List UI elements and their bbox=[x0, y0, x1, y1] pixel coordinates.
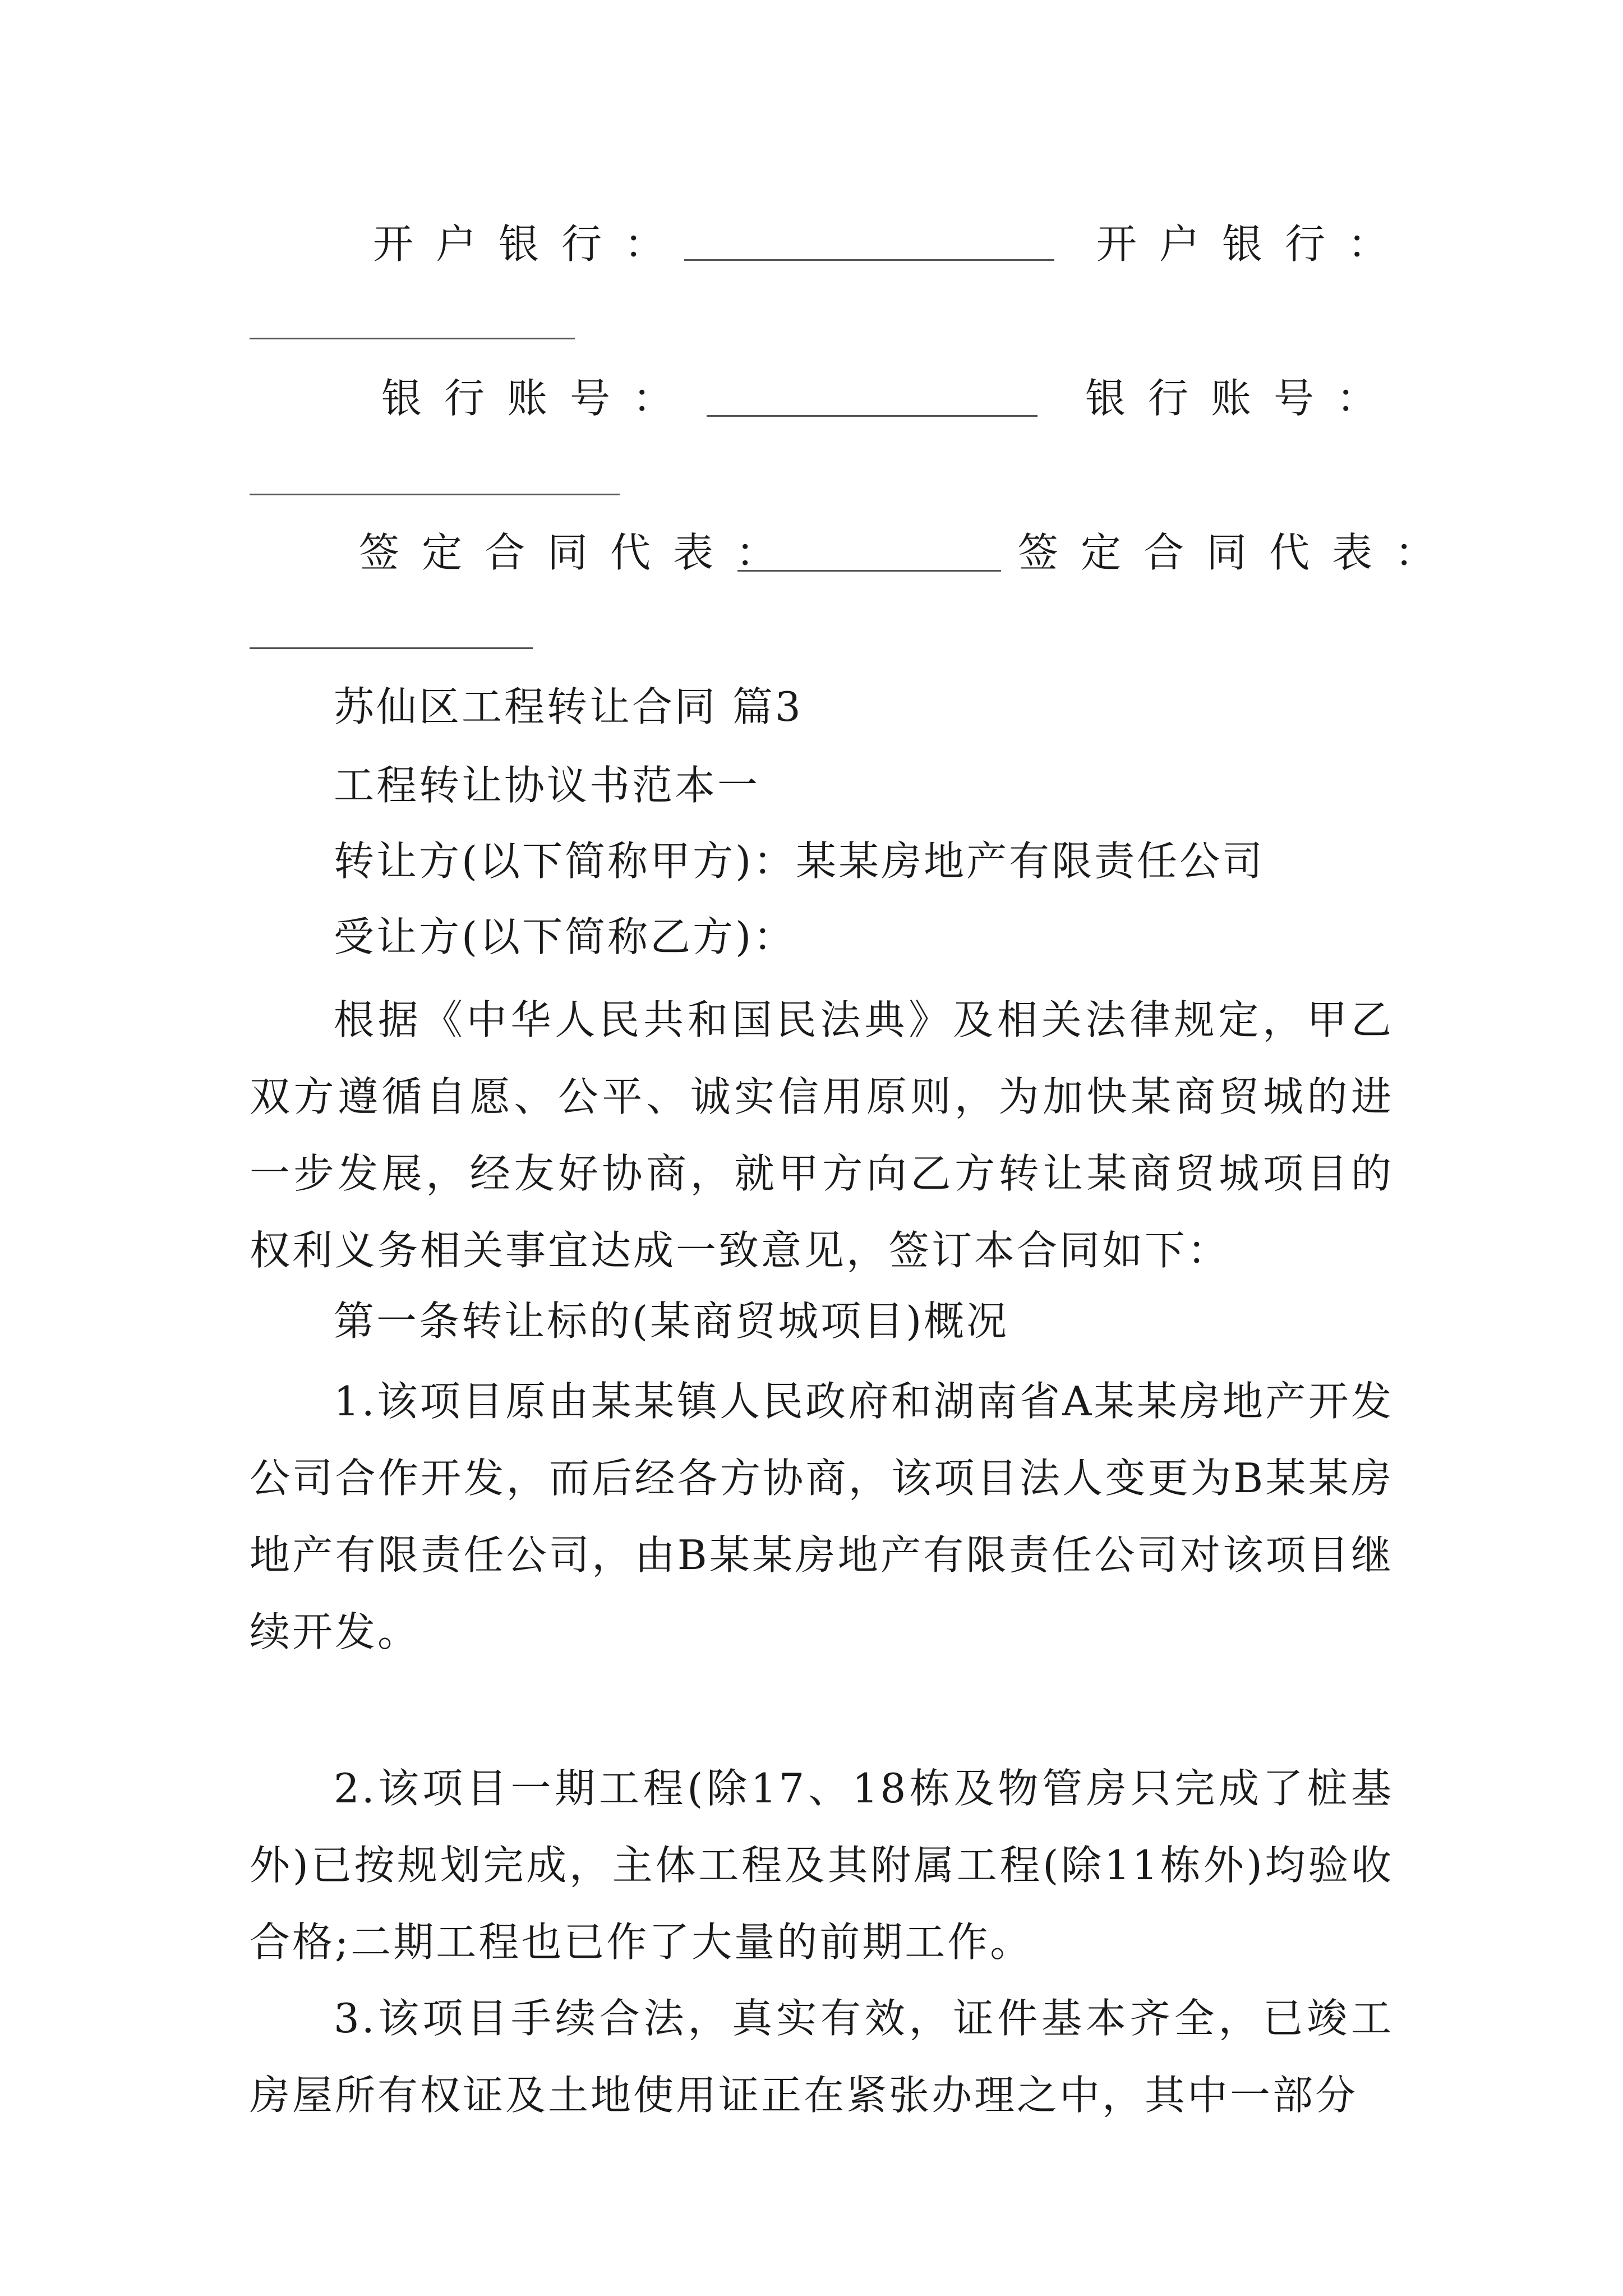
party-a-line: 转让方(以下简称甲方)：某某房地产有限责任公司 bbox=[334, 838, 1265, 885]
item-1-paragraph: 1.该项目原由某某镇人民政府和湖南省A某某房地产开发公司合作开发，而后经各方协商，该项目法人变更为B某某房地产有限责任公司，由B某某房地产有限责任公司对该项目继续开发。 bbox=[250, 1378, 1394, 1655]
section-subtitle: 工程转让协议书范本一 bbox=[334, 762, 760, 809]
bank-label-party-a: 开户银行： bbox=[373, 220, 688, 268]
account-blank-party-a[interactable] bbox=[707, 415, 1038, 417]
intro-paragraph: 根据《中华人民共和国民法典》及相关法律规定，甲乙双方遵循自愿、公平、诚实信用原则，为加快某商贸城的进一步发展，经友好协商，就甲方向乙方转让某商贸城项目的权利义务相关事宜达成一致意见，签订本合同如下： bbox=[250, 996, 1394, 1274]
rep-blank-party-b[interactable] bbox=[250, 647, 533, 649]
section-title: 苏仙区工程转让合同 篇3 bbox=[334, 683, 803, 730]
party-b-line: 受让方(以下简称乙方)： bbox=[334, 913, 796, 960]
bank-blank-party-b[interactable] bbox=[250, 338, 575, 339]
bank-label-party-b: 开户银行： bbox=[1096, 220, 1411, 268]
rep-blank-party-a[interactable] bbox=[737, 570, 1001, 572]
account-label-party-b: 银行账号： bbox=[1085, 375, 1400, 422]
item-2-paragraph: 2.该项目一期工程(除17、18栋及物管房只完成了桩基外)已按规划完成，主体工程及其附属工程(除11栋外)均验收合格;二期工程也已作了大量的前期工作。 bbox=[250, 1765, 1394, 1966]
account-label-party-a: 银行账号： bbox=[381, 375, 696, 422]
bank-blank-party-a[interactable] bbox=[684, 259, 1054, 261]
item-3-paragraph: 3.该项目手续合法，真实有效，证件基本齐全，已竣工房屋所有权证及土地使用证正在紧张办理之中，其中一部分 bbox=[250, 1995, 1394, 2119]
article-1-title: 第一条转让标的(某商贸城项目)概况 bbox=[334, 1297, 1009, 1345]
rep-label-party-b: 签定合同代表： bbox=[1018, 529, 1458, 576]
rep-label-party-a: 签定合同代表： bbox=[359, 529, 799, 576]
account-blank-party-b[interactable] bbox=[250, 494, 620, 495]
